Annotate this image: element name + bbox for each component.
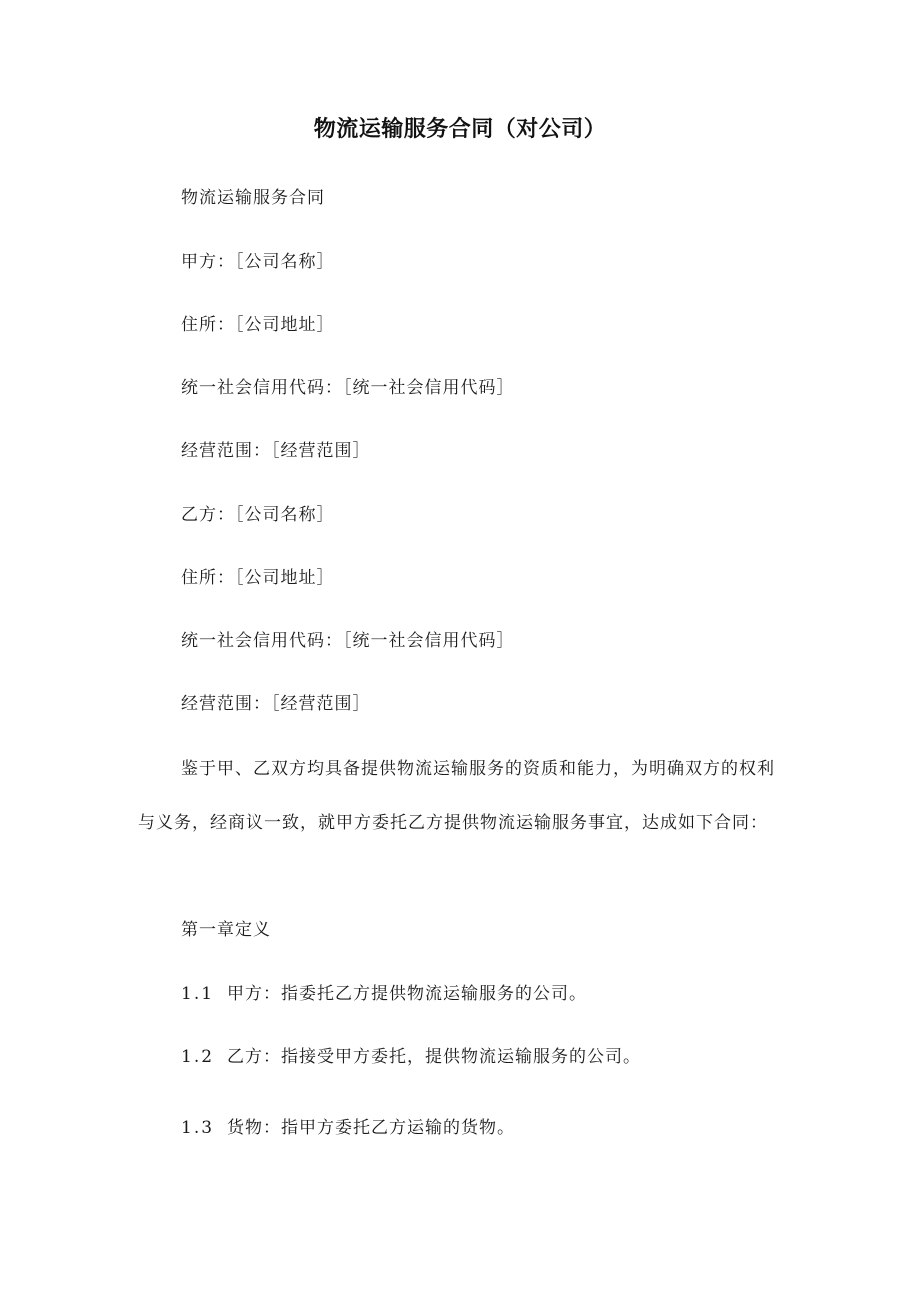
party-a-credit-code: 统一社会信用代码：［统一社会信用代码］ <box>181 378 515 398</box>
definition-item <box>181 1114 781 1142</box>
definition-item <box>181 980 781 1008</box>
party-a-address: 住所：［公司地址］ <box>181 315 335 335</box>
document-title: 物流运输服务合同（对公司） <box>313 117 607 142</box>
party-a-name: 甲方：［公司名称］ <box>181 252 335 272</box>
party-b-credit-code: 统一社会信用代码：［统一社会信用代码］ <box>181 631 515 651</box>
definition-item <box>181 1043 781 1071</box>
party-b-address: 住所：［公司地址］ <box>181 568 335 588</box>
definition-text: 乙方：指接受甲方委托，提供物流运输服务的公司。 <box>227 1047 641 1067</box>
definition-text: 甲方：指委托乙方提供物流运输服务的公司。 <box>227 984 587 1004</box>
party-b-business-scope: 经营范围：［经营范围］ <box>181 694 371 714</box>
definition-text: 货物：指甲方委托乙方运输的货物。 <box>227 1118 515 1138</box>
definition-number: 1.2 <box>181 1047 215 1067</box>
contract-subtitle: 物流运输服务合同 <box>181 188 325 208</box>
chapter-1-heading: 第一章定义 <box>181 920 271 940</box>
definition-number: 1.1 <box>181 984 215 1004</box>
definition-number: 1.3 <box>181 1118 215 1138</box>
party-b-name: 乙方：［公司名称］ <box>181 505 335 525</box>
party-a-business-scope: 经营范围：［经营范围］ <box>181 441 371 461</box>
preamble-paragraph: 鉴于甲、乙双方均具备提供物流运输服务的资质和能力，为明确双方的权利与义务，经商议一致，就甲方委托乙方提供物流运输服务事宜，达成如下合同： <box>138 759 775 833</box>
